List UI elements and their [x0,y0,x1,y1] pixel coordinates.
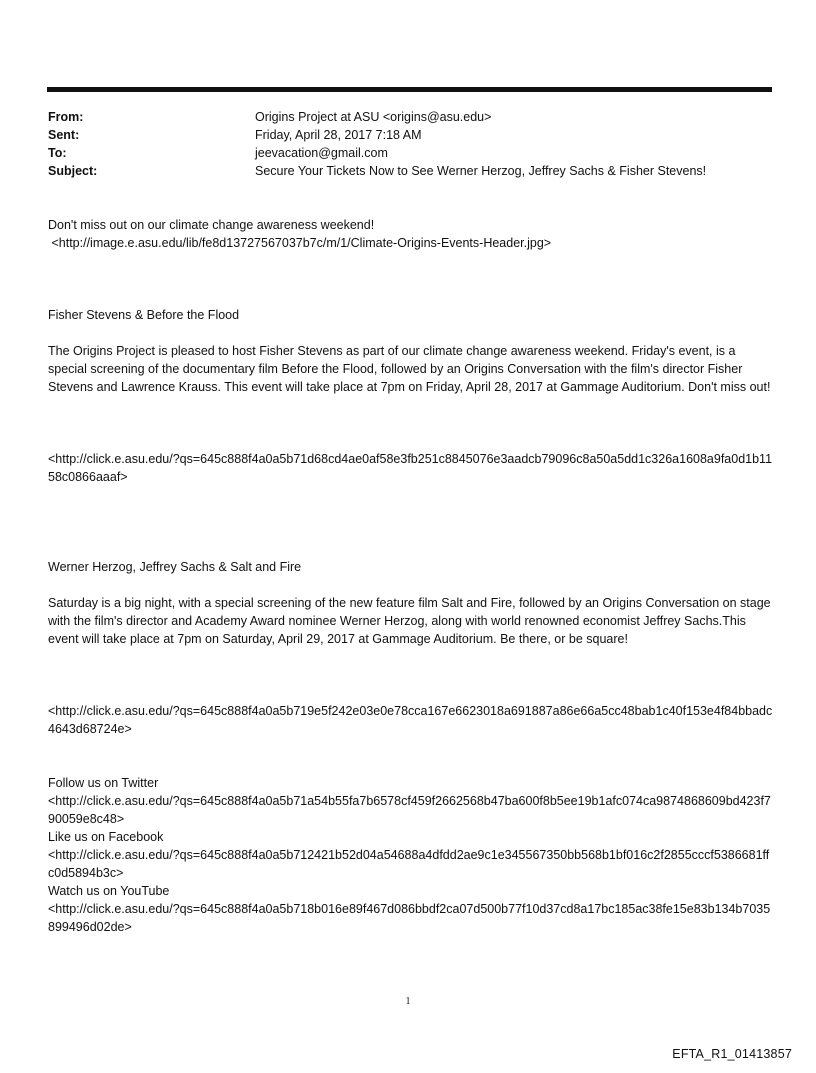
facebook-url[interactable]: <http://click.e.asu.edu/?qs=645c888f4a0a5b712421b52d04a54688a4dfdd2ae9c1e345567350bb568b1bf016c2f2855cccf5386681ffc0d5894b3c> [48,848,770,880]
twitter-url[interactable]: <http://click.e.asu.edu/?qs=645c888f4a0a5b71a54b55fa7b6578cf459f2662568b47ba600f8b5ee19b1afc074ca9874868609bd423f790059e8c48> [48,794,771,826]
subject-value: Secure Your Tickets Now to See Werner Herzog, Jeffrey Sachs & Fisher Stevens! [255,164,707,178]
page-number: 1 [405,996,411,1007]
youtube-url[interactable]: <http://click.e.asu.edu/?qs=645c888f4a0a5b718b016e89f467d086bbdf2ca07d500b77f10d37cd8a17bc185ac38fe15e83b134b7035899496d02de> [48,902,771,934]
sent-row [48,126,778,144]
facebook-label: Like us on Facebook [48,830,164,844]
sent-value: Friday, April 28, 2017 7:18 AM [255,128,422,142]
document-id: EFTA_R1_01413857 [672,1047,792,1061]
event2-url[interactable]: <http://click.e.asu.edu/?qs=645c888f4a0a5b719e5f242e03e0e78cca167e6623018a691887a86e66a5cc48bab1c40f153e4f84bbadc4643d68724e> [48,704,773,736]
header-rule [47,87,772,92]
event1-title: Fisher Stevens & Before the Flood [48,308,240,322]
email-header [48,108,778,180]
intro-line: Don't miss out on our climate change awareness weekend! [48,218,375,232]
to-row [48,144,778,162]
subject-label: Subject: [48,164,98,178]
event1-text: The Origins Project is pleased to host Fisher Stevens as part of our climate change awareness weekend. Friday's event, is a special screening of the documentary film Before the Flood, followed by an Origins Conversation with the film's director Fisher Stevens and Lawrence Krauss. This event will take place at 7pm on Friday, April 28, 2017 at Gammage Auditorium. Don't miss out! [48,344,771,394]
intro-image-url[interactable]: <http://image.e.asu.edu/lib/fe8d13727567037b7c/m/1/Climate-Origins-Events-Header.jpg> [48,236,552,250]
from-row [48,108,778,126]
twitter-label: Follow us on Twitter [48,776,159,790]
from-label: From: [48,110,84,124]
from-value: Origins Project at ASU <origins@asu.edu> [255,110,492,124]
event2-title: Werner Herzog, Jeffrey Sachs & Salt and Fire [48,560,302,574]
subject-row [48,162,778,180]
youtube-label: Watch us on YouTube [48,884,170,898]
event1-url[interactable]: <http://click.e.asu.edu/?qs=645c888f4a0a5b71d68cd4ae0af58e3fb251c8845076e3aadcb79096c8a50a5dd1c326a1608a9fa0d1b1158c0866aaaf> [48,452,773,484]
email-body [48,216,773,936]
to-value: jeevacation@gmail.com [255,146,388,160]
sent-label: Sent: [48,128,80,142]
to-label: To: [48,146,67,160]
event2-text: Saturday is a big night, with a special screening of the new feature film Salt and Fire, followed by an Origins Conversation on stage with the film's director and Academy Award nominee Werner Herzog, along with world renowned economist Jeffrey Sachs.This event will take place at 7pm on Saturday, April 29, 2017 at Gammage Auditorium. Be there, or be square! [48,596,771,646]
